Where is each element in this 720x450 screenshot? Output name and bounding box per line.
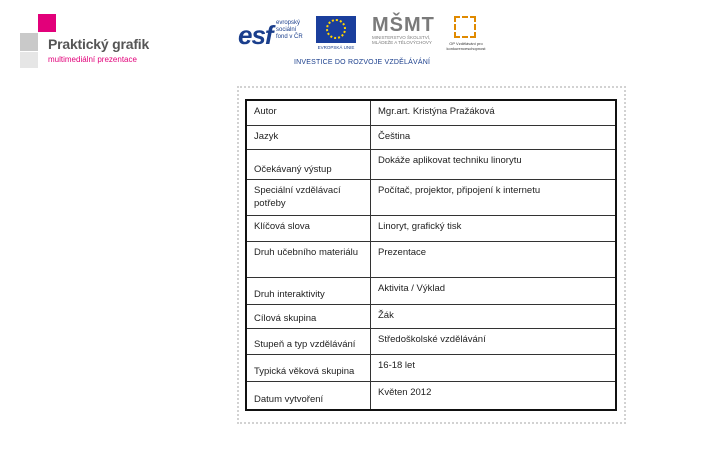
- table-row: [246, 215, 616, 241]
- row-label-jazyk: Jazyk: [246, 125, 371, 149]
- row-value-druh-materialu: Prezentace: [371, 241, 617, 277]
- table-row: [246, 179, 616, 215]
- eu-stars-icon: [326, 19, 346, 39]
- esf-caption-line-2: sociální: [276, 27, 297, 33]
- row-label-potreby: Speciální vzdělávací potřeby: [246, 179, 371, 215]
- row-label-klicova-slova: Klíčová slova: [246, 215, 371, 241]
- row-label-autor: Autor: [246, 100, 371, 125]
- table-row: [246, 304, 616, 328]
- table-row: [246, 149, 616, 179]
- row-value-vekova-skupina: 16-18 let: [371, 354, 617, 381]
- brand-title: Praktický grafik: [48, 36, 150, 52]
- row-value-autor: Mgr.art. Kristýna Pražáková: [371, 100, 617, 125]
- logo-square-gray: [20, 33, 38, 51]
- row-value-stupen: Středoškolské vzdělávání: [371, 328, 617, 354]
- row-value-jazyk: Čeština: [371, 125, 617, 149]
- esf-caption-line-3: fond v ČR: [276, 34, 303, 40]
- table-row: [246, 354, 616, 381]
- eu-logo: [316, 16, 356, 54]
- row-value-cilova-skupina: Žák: [371, 304, 617, 328]
- metadata-table: [245, 99, 617, 411]
- msmt-caption: MINISTERSTVO ŠKOLSTVÍ, MLÁDEŽE A TĚLOVÝCHOVY: [372, 35, 432, 45]
- row-label-interaktivita: Druh interaktivity: [246, 277, 371, 304]
- sponsor-logos: [238, 14, 488, 70]
- row-value-klicova-slova: Linoryt, grafický tisk: [371, 215, 617, 241]
- op-caption: OP Vzdělávání pro konkurenceschopnost: [446, 41, 486, 51]
- eu-flag-icon: [316, 16, 356, 43]
- row-label-vekova-skupina: Typická věková skupina: [246, 354, 371, 381]
- msmt-logo: [372, 14, 440, 54]
- row-value-potreby: Počítač, projektor, připojení k internetu: [371, 179, 617, 215]
- table-row: [246, 277, 616, 304]
- logo-square-magenta: [38, 14, 56, 32]
- row-value-datum: Květen 2012: [371, 381, 617, 410]
- logo-square-light: [20, 52, 38, 68]
- op-logo: [444, 16, 488, 56]
- esf-wordmark: esf: [238, 20, 273, 50]
- row-value-interaktivita: Aktivita / Výklad: [371, 277, 617, 304]
- investice-slogan: INVESTICE DO ROZVOJE VZDĚLÁVÁNÍ: [294, 59, 431, 66]
- esf-logo: [238, 16, 310, 54]
- brand-logo: [20, 14, 180, 72]
- row-label-cilova-skupina: Cílová skupina: [246, 304, 371, 328]
- row-label-stupen: Stupeň a typ vzdělávání: [246, 328, 371, 354]
- row-label-vystup: Očekávaný výstup: [246, 149, 371, 179]
- table-row: [246, 328, 616, 354]
- esf-caption-line-1: evropský: [276, 20, 301, 26]
- esf-caption: [276, 20, 310, 41]
- table-row: [246, 100, 616, 125]
- eu-label: EVROPSKÁ UNIE: [317, 45, 355, 50]
- op-emblem-icon: [454, 16, 476, 38]
- table-row: [246, 381, 616, 410]
- brand-subtitle: multimediální prezentace: [48, 55, 137, 64]
- msmt-mark: MŠMT: [372, 14, 435, 36]
- row-label-druh-materialu: Druh učebního materiálu: [246, 241, 371, 277]
- table-row: [246, 125, 616, 149]
- row-value-vystup: Dokáže aplikovat techniku linorytu: [371, 149, 617, 179]
- table-row: [246, 241, 616, 277]
- row-label-datum: Datum vytvoření: [246, 381, 371, 410]
